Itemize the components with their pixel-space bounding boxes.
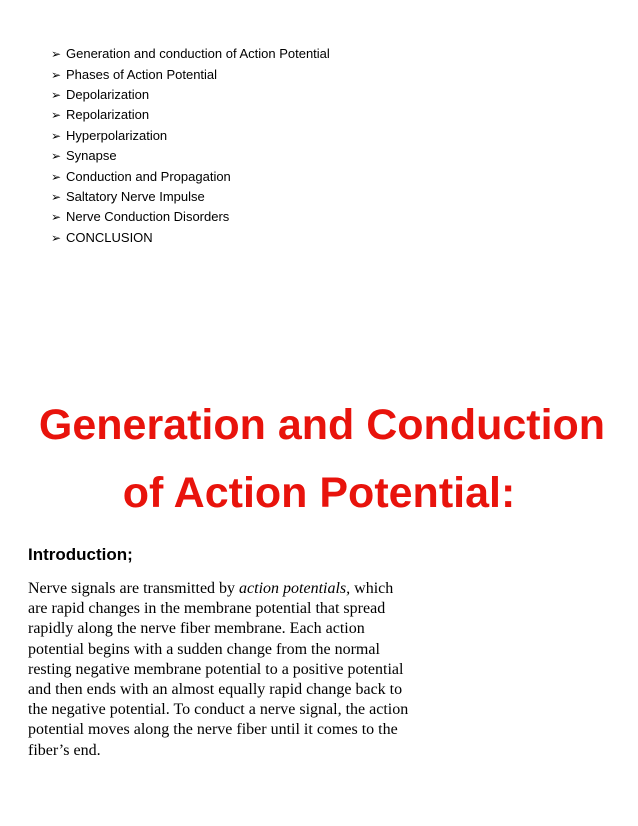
- list-item: [51, 126, 330, 146]
- list-item: [51, 187, 330, 207]
- arrow-bullet-icon: ➢: [51, 47, 62, 62]
- list-item-label: Synapse: [66, 148, 117, 164]
- list-item-label: Hyperpolarization: [66, 127, 168, 143]
- paragraph-line: [28, 579, 448, 599]
- arrow-bullet-icon: ➢: [51, 189, 62, 204]
- list-item-label: Repolarization: [66, 107, 150, 123]
- arrow-bullet-icon: ➢: [51, 169, 62, 184]
- paragraph-line: fiber’s end.: [28, 741, 101, 759]
- list-item: [51, 64, 330, 84]
- list-item-label: CONCLUSION: [66, 229, 153, 245]
- list-item-label: Generation and conduction of Action Potential: [66, 46, 330, 62]
- list-item: [51, 105, 330, 125]
- list-item: [51, 228, 330, 248]
- arrow-bullet-icon: ➢: [51, 128, 62, 143]
- paragraph-line: rapidly along the nerve fiber membrane. Each action: [28, 620, 365, 638]
- paragraph-line: potential moves along the nerve fiber until it comes to the: [28, 721, 398, 739]
- list-item: [51, 146, 330, 166]
- arrow-bullet-icon: ➢: [51, 210, 62, 225]
- introduction-paragraph: [28, 579, 448, 761]
- introduction-title: Introduction;: [28, 545, 133, 564]
- arrow-bullet-icon: ➢: [51, 149, 62, 164]
- list-item: [51, 166, 330, 186]
- section-heading-line-1: Generation and Conduction: [38, 401, 606, 449]
- text-run: Nerve signals are transmitted by: [28, 580, 240, 597]
- paragraph-line: potential begins with a sudden change from the normal: [28, 640, 380, 658]
- section-heading-line-2: of Action Potential:: [122, 469, 516, 517]
- arrow-bullet-icon: ➢: [51, 87, 62, 102]
- list-item-label: Depolarization: [66, 86, 150, 102]
- paragraph-line: the negative potential. To conduct a nerve signal, the action: [28, 701, 409, 719]
- arrow-bullet-icon: ➢: [51, 108, 62, 123]
- text-run: which: [350, 580, 394, 597]
- paragraph-line: resting negative membrane potential to a positive potential: [28, 660, 404, 678]
- table-of-contents: [51, 44, 330, 248]
- list-item: [51, 44, 330, 64]
- list-item: [51, 207, 330, 227]
- paragraph-line: and then ends with an almost equally rapid change back to: [28, 681, 403, 699]
- list-item-label: Saltatory Nerve Impulse: [66, 188, 205, 204]
- arrow-bullet-icon: ➢: [51, 230, 62, 245]
- arrow-bullet-icon: ➢: [51, 67, 62, 82]
- list-item-label: Phases of Action Potential: [66, 66, 218, 82]
- paragraph-line: are rapid changes in the membrane potential that spread: [28, 600, 386, 618]
- list-item: [51, 85, 330, 105]
- emphasis-text: action potentials,: [239, 580, 351, 597]
- list-item-label: Conduction and Propagation: [66, 168, 231, 184]
- list-item-label: Nerve Conduction Disorders: [66, 209, 230, 225]
